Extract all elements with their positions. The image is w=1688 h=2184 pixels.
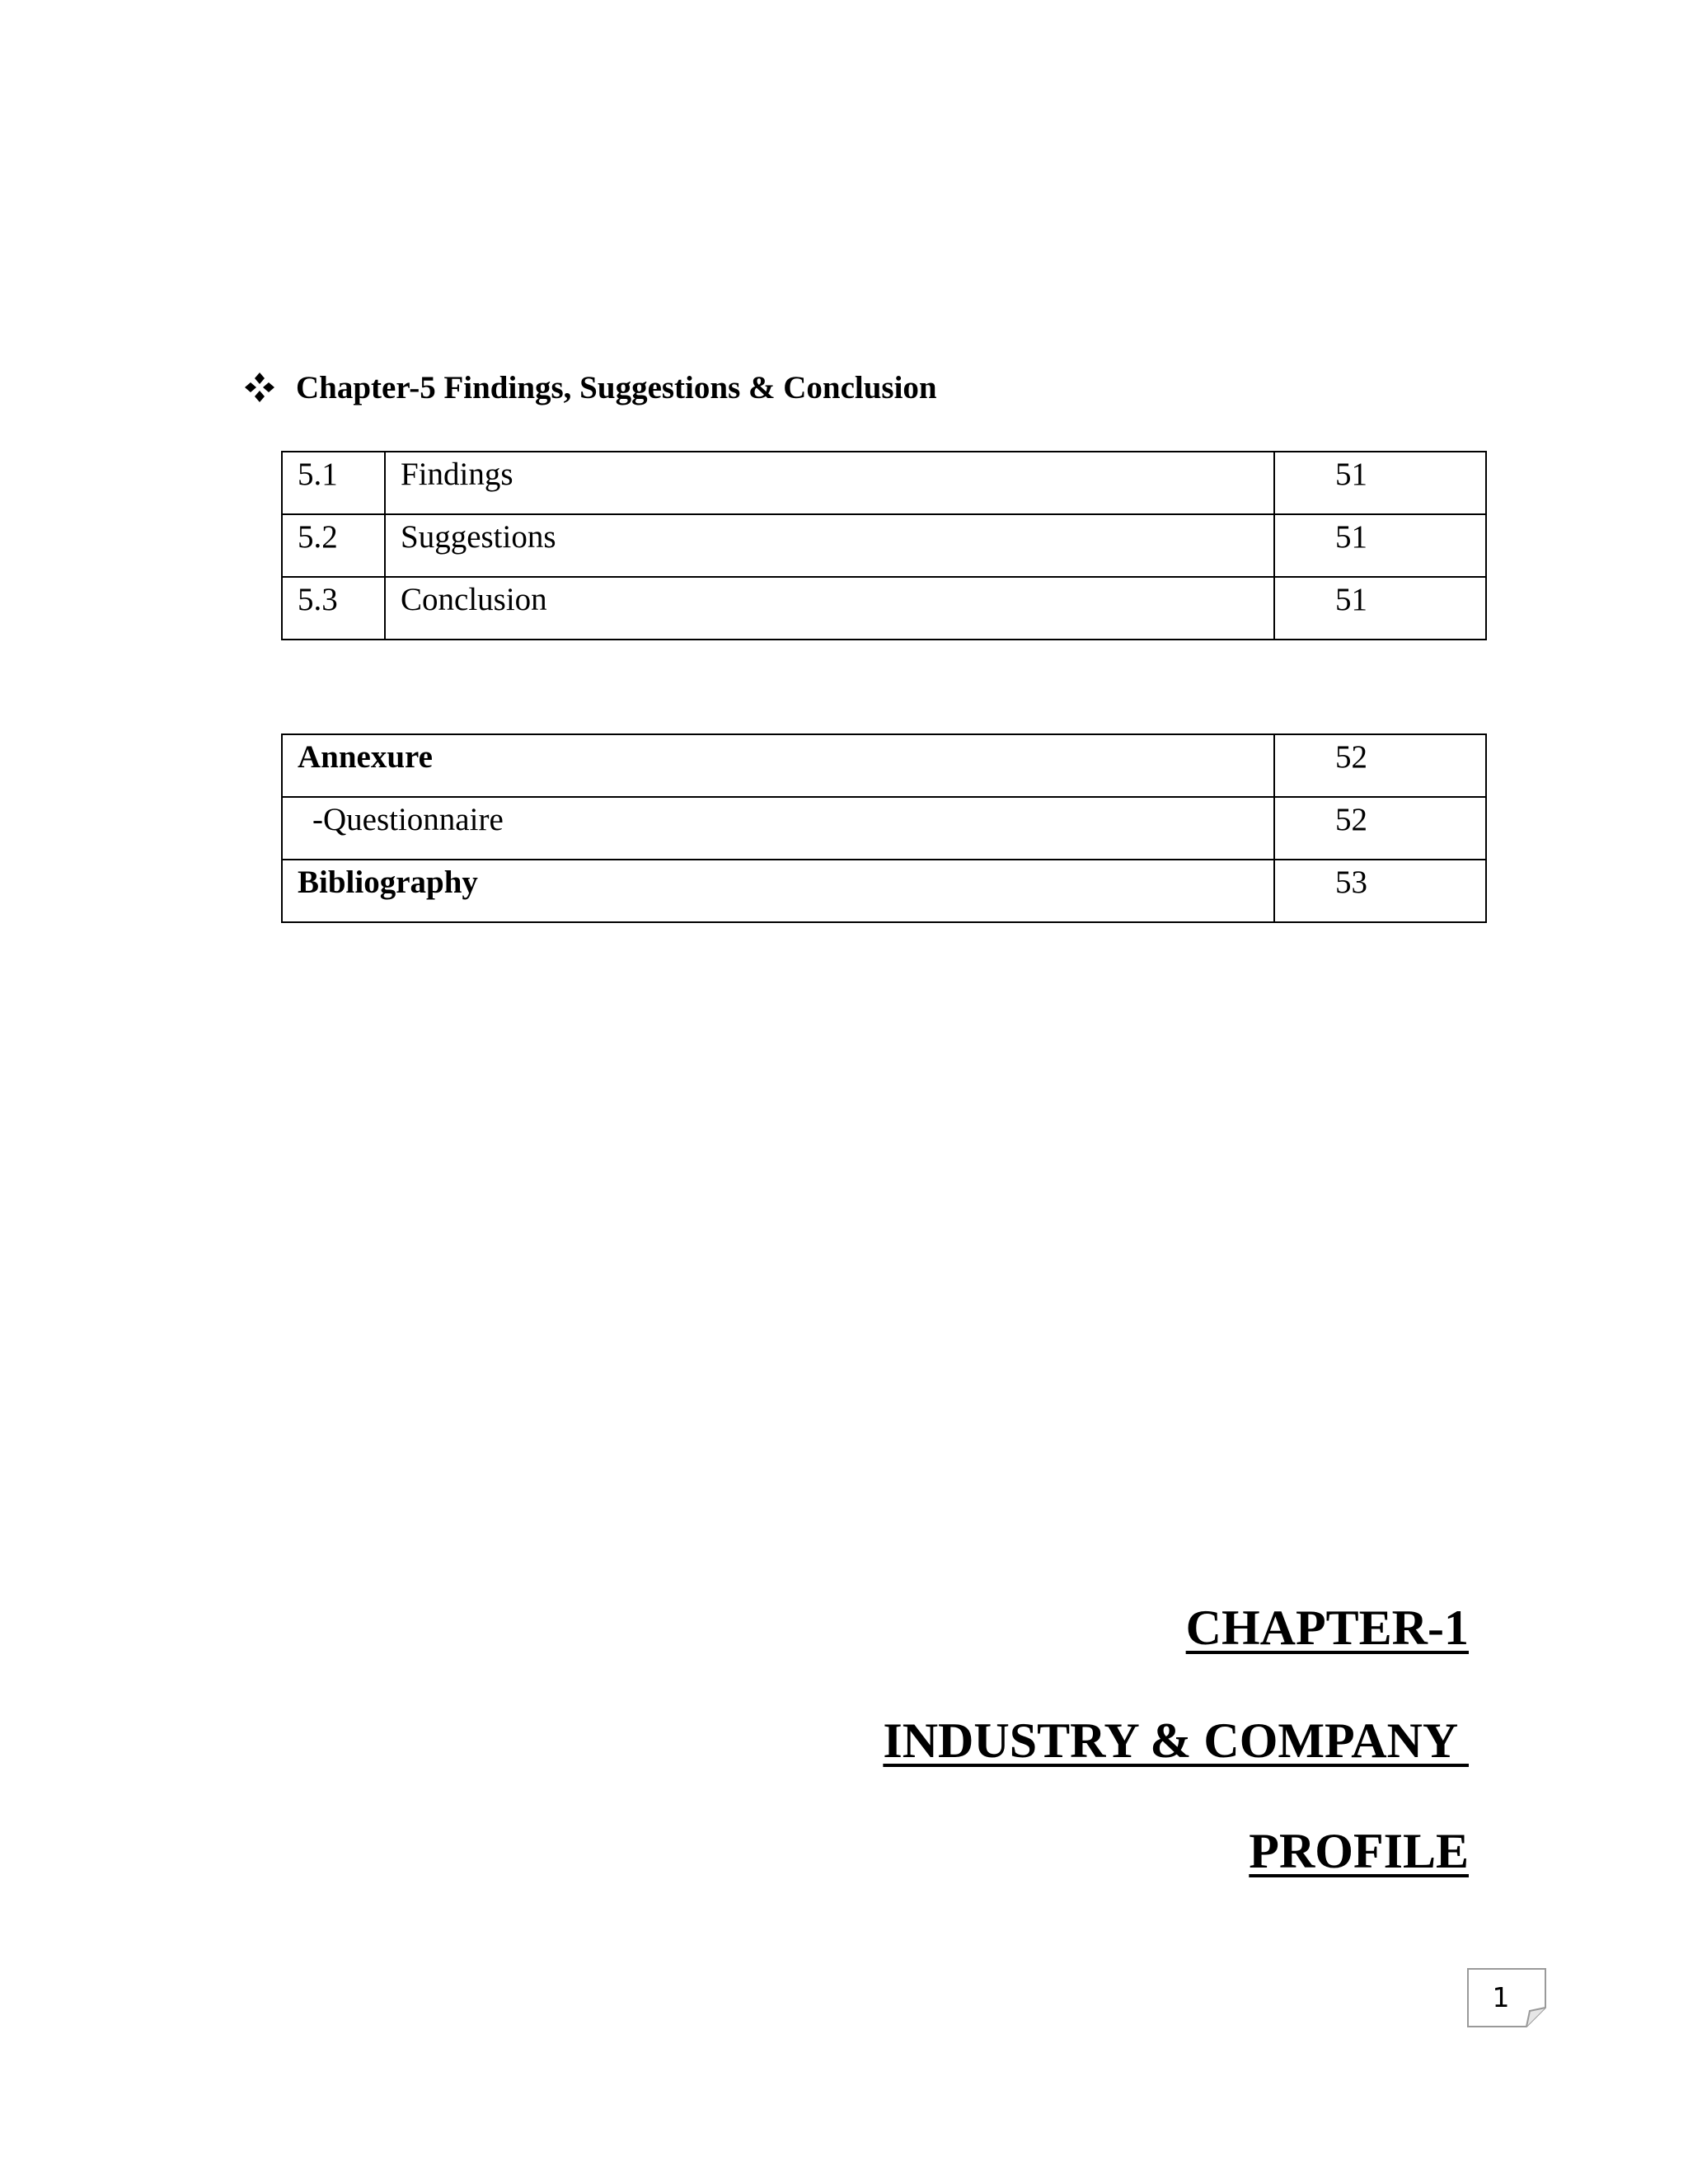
section-number: 5.1 [282,452,385,514]
chapter1-title: CHAPTER-1 [1185,1601,1469,1655]
table-row [282,734,1486,797]
chapter5-toc-table [281,451,1487,640]
table-row [282,860,1486,922]
table-row [282,514,1486,577]
page-number-text: 1 [1492,1981,1510,2013]
table-row [282,577,1486,640]
section-number: 5.2 [282,514,385,577]
section-title: Suggestions [385,514,1274,577]
page-number: 53 [1274,860,1486,922]
page-number: 51 [1274,577,1486,640]
annexure-toc-table [281,733,1487,923]
chapter5-heading-text: Chapter-5 Findings, Suggestions & Conclusion [296,369,937,405]
bibliography-title: Bibliography [282,860,1274,922]
page-number: 52 [1274,797,1486,860]
section-title: Findings [385,452,1274,514]
page-number: 51 [1274,452,1486,514]
chapter1-subtitle-line2: PROFILE [1249,1824,1469,1878]
questionnaire-title: -Questionnaire [282,797,1274,860]
four-diamond-bullet-icon [243,371,276,404]
chapter1-subtitle-line1: INDUSTRY & COMPANY [883,1713,1469,1768]
page-number: 52 [1274,734,1486,797]
chapter5-heading [243,363,937,412]
annexure-title: Annexure [282,734,1274,797]
section-number: 5.3 [282,577,385,640]
table-row [282,452,1486,514]
page-number: 51 [1274,514,1486,577]
table-row [282,797,1486,860]
section-title: Conclusion [385,577,1274,640]
page-number-badge [1467,1968,1546,2027]
